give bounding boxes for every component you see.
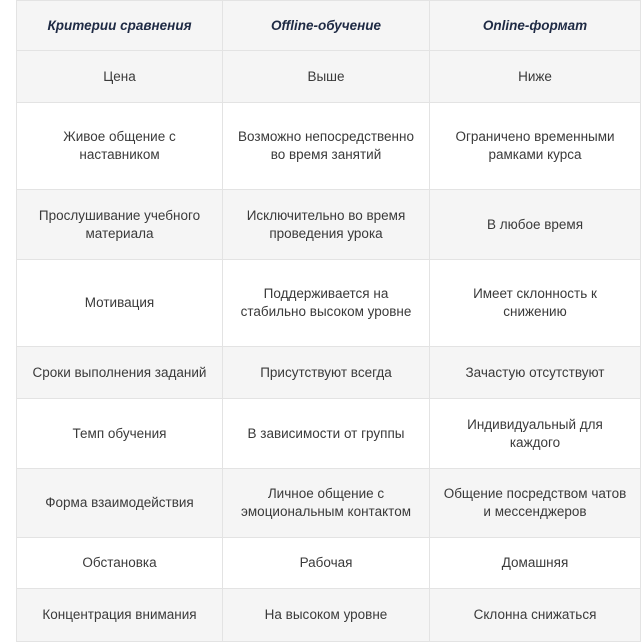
- row-online-value: Имеет склонность к снижению: [430, 260, 641, 347]
- table-row: [17, 190, 641, 260]
- header-online: Online-формат: [430, 1, 641, 51]
- table-row: [17, 51, 641, 103]
- row-criterion: Мотивация: [17, 260, 223, 347]
- table-row: [17, 399, 641, 469]
- row-criterion: Сроки выполнения заданий: [17, 347, 223, 399]
- row-criterion: Форма взаимодействия: [17, 469, 223, 538]
- header-offline: Offline-обучение: [223, 1, 430, 51]
- table-row: [17, 589, 641, 642]
- table-row: [17, 347, 641, 399]
- row-online-value: Склонна снижаться: [430, 589, 641, 642]
- row-offline-value: Поддерживается на стабильно высоком уровне: [223, 260, 430, 347]
- table-row: [17, 260, 641, 347]
- row-offline-value: Исключительно во время проведения урока: [223, 190, 430, 260]
- row-offline-value: Выше: [223, 51, 430, 103]
- comparison-table-container: [16, 0, 640, 641]
- row-offline-value: На высоком уровне: [223, 589, 430, 642]
- row-offline-value: В зависимости от группы: [223, 399, 430, 469]
- row-criterion: Темп обучения: [17, 399, 223, 469]
- row-online-value: Индивидуальный для каждого: [430, 399, 641, 469]
- row-online-value: В любое время: [430, 190, 641, 260]
- row-criterion: Цена: [17, 51, 223, 103]
- row-offline-value: Возможно непосредственно во время занятий: [223, 103, 430, 190]
- row-criterion: Прослушивание учебного материала: [17, 190, 223, 260]
- table-row: [17, 469, 641, 538]
- row-online-value: Ниже: [430, 51, 641, 103]
- table-row: [17, 103, 641, 190]
- header-criteria: Критерии сравнения: [17, 1, 223, 51]
- comparison-table: [16, 0, 641, 642]
- row-offline-value: Рабочая: [223, 538, 430, 589]
- row-offline-value: Личное общение с эмоциональным контактом: [223, 469, 430, 538]
- table-row: [17, 538, 641, 589]
- row-criterion: Концентрация внимания: [17, 589, 223, 642]
- table-header-row: [17, 1, 641, 51]
- row-online-value: Домашняя: [430, 538, 641, 589]
- row-online-value: Ограничено временными рамками курса: [430, 103, 641, 190]
- row-online-value: Общение посредством чатов и мессенджеров: [430, 469, 641, 538]
- row-online-value: Зачастую отсутствуют: [430, 347, 641, 399]
- row-offline-value: Присутствуют всегда: [223, 347, 430, 399]
- row-criterion: Обстановка: [17, 538, 223, 589]
- row-criterion: Живое общение с наставником: [17, 103, 223, 190]
